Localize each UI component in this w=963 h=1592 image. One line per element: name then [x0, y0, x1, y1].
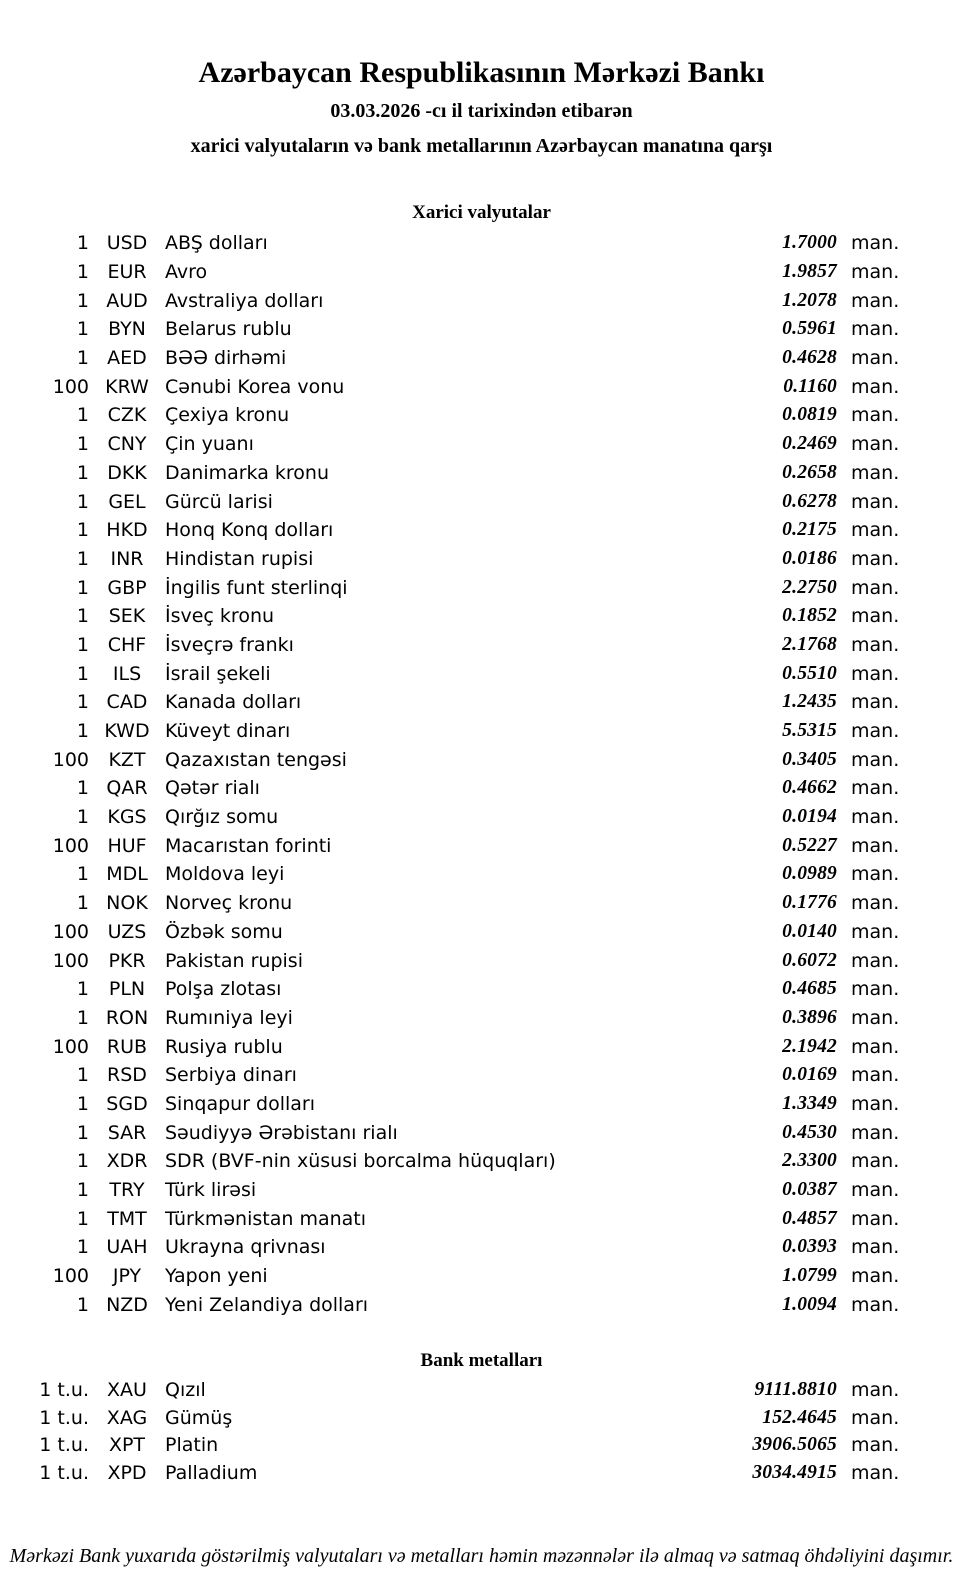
- currency-quantity: 1: [76, 1064, 89, 1087]
- currency-unit-label: man.: [851, 633, 900, 656]
- currency-rate: 0.0393: [782, 1236, 837, 1258]
- currency-unit-label: man.: [851, 404, 900, 427]
- metals-section-heading: Bank metalları: [420, 1350, 543, 1372]
- currency-row: [0, 545, 963, 574]
- currency-quantity: 100: [52, 748, 89, 771]
- currency-name: Sinqapur dolları: [165, 1092, 316, 1115]
- currency-quantity: 1: [76, 1092, 89, 1115]
- currency-code: RUB: [106, 1035, 148, 1058]
- currency-unit-label: man.: [851, 519, 900, 542]
- currency-name: Avro: [165, 261, 208, 284]
- page-title: Azərbaycan Respublikasının Mərkəzi Bankı: [198, 56, 765, 89]
- currency-unit-label: man.: [851, 834, 900, 857]
- metal-quantity: 1 t.u.: [39, 1406, 89, 1429]
- metal-rate: 152.4645: [762, 1406, 837, 1428]
- currency-rate: 1.0799: [782, 1265, 837, 1287]
- currency-quantity: 1: [76, 576, 89, 599]
- currency-unit-label: man.: [851, 318, 900, 341]
- currency-name: Rusiya rublu: [165, 1035, 283, 1058]
- currency-quantity: 100: [52, 949, 89, 972]
- currency-row: [0, 1290, 963, 1319]
- currency-unit-label: man.: [851, 1064, 900, 1087]
- currency-row: [0, 889, 963, 918]
- currency-name: Yeni Zelandiya dolları: [165, 1293, 369, 1316]
- currencies-section-heading: Xarici valyutalar: [412, 202, 551, 223]
- currency-rate: 2.1768: [782, 633, 837, 655]
- currency-unit-label: man.: [851, 490, 900, 513]
- currency-unit-label: man.: [851, 748, 900, 771]
- currency-unit-label: man.: [851, 949, 900, 972]
- currency-row: [0, 688, 963, 717]
- currency-unit-label: man.: [851, 1293, 900, 1316]
- currency-unit-label: man.: [851, 232, 900, 255]
- currency-quantity: 1: [76, 289, 89, 312]
- metal-unit-label: man.: [851, 1406, 900, 1429]
- currency-code: SGD: [106, 1092, 148, 1115]
- currency-quantity: 1: [76, 519, 89, 542]
- currency-rate: 2.3300: [782, 1150, 837, 1172]
- currency-quantity: 100: [52, 920, 89, 943]
- currency-unit-label: man.: [851, 806, 900, 829]
- currency-code: EUR: [107, 261, 147, 284]
- currency-row: [0, 1147, 963, 1176]
- currency-rate: 0.0169: [782, 1064, 837, 1086]
- currency-row: [0, 573, 963, 602]
- currency-code: KGS: [107, 806, 147, 829]
- metal-quantity: 1 t.u.: [39, 1378, 89, 1401]
- currency-quantity: 1: [76, 806, 89, 829]
- currency-quantity: 1: [76, 461, 89, 484]
- currency-unit-label: man.: [851, 1035, 900, 1058]
- currency-unit-label: man.: [851, 1236, 900, 1259]
- currency-quantity: 1: [76, 1150, 89, 1173]
- currency-code: AUD: [106, 289, 148, 312]
- currency-code: PKR: [108, 949, 146, 972]
- currency-name: Çin yuanı: [165, 433, 254, 456]
- metal-rate: 3906.5065: [752, 1434, 837, 1456]
- currency-rate: 0.5227: [782, 834, 837, 856]
- currency-name: Qazaxıstan tengəsi: [165, 748, 347, 771]
- metal-rate: 3034.4915: [752, 1462, 837, 1484]
- currency-code: PLN: [108, 978, 146, 1001]
- currency-name: Qırğız somu: [165, 806, 279, 829]
- currency-rate: 0.0387: [782, 1179, 837, 1201]
- metal-code: XAU: [107, 1378, 147, 1401]
- currency-name: BƏƏ dirhəmi: [165, 347, 287, 370]
- metal-unit-label: man.: [851, 1434, 900, 1457]
- metal-unit-label: man.: [851, 1378, 900, 1401]
- metal-code: XPD: [107, 1462, 147, 1485]
- currency-name: İsveç kronu: [165, 605, 275, 628]
- currency-rate: 0.0186: [782, 547, 837, 569]
- currency-code: JPY: [112, 1265, 142, 1288]
- currency-quantity: 100: [52, 1035, 89, 1058]
- currency-rate: 1.9857: [782, 261, 837, 283]
- currency-rate: 0.1776: [782, 892, 837, 914]
- currency-code: HUF: [107, 834, 147, 857]
- currency-unit-label: man.: [851, 433, 900, 456]
- currency-quantity: 1: [76, 1006, 89, 1029]
- currency-code: QAR: [106, 777, 148, 800]
- currency-row: [0, 487, 963, 516]
- currency-row: [0, 831, 963, 860]
- metal-quantity: 1 t.u.: [39, 1462, 89, 1485]
- currency-unit-label: man.: [851, 1150, 900, 1173]
- currency-name: Cənubi Korea vonu: [165, 375, 345, 398]
- currency-rate: 0.2658: [782, 461, 837, 483]
- currency-code: CAD: [106, 691, 148, 714]
- currency-name: ABŞ dolları: [165, 232, 268, 255]
- currency-rate: 0.0140: [782, 920, 837, 942]
- currency-code: CNY: [107, 433, 147, 456]
- currency-code: AED: [107, 347, 147, 370]
- currency-row: [0, 372, 963, 401]
- currency-row: [0, 1061, 963, 1090]
- metal-name: Platin: [165, 1434, 219, 1457]
- currency-row: [0, 401, 963, 430]
- currency-name: Macarıstan forinti: [165, 834, 332, 857]
- currency-name: İngilis funt sterlinqi: [165, 576, 348, 599]
- currency-code: UAH: [106, 1236, 148, 1259]
- currency-name: Özbək somu: [165, 920, 283, 943]
- metal-code: XAG: [106, 1406, 148, 1429]
- currency-code: TRY: [109, 1179, 145, 1202]
- currency-row: [0, 918, 963, 947]
- currency-quantity: 1: [76, 1293, 89, 1316]
- currency-name: Belarus rublu: [165, 318, 292, 341]
- currency-unit-label: man.: [851, 547, 900, 570]
- currency-row: [0, 516, 963, 545]
- currency-code: MDL: [106, 863, 148, 886]
- currency-row: [0, 344, 963, 373]
- currency-unit-label: man.: [851, 863, 900, 886]
- metal-quantity: 1 t.u.: [39, 1434, 89, 1457]
- currency-code: HKD: [106, 519, 148, 542]
- currency-row: [0, 803, 963, 832]
- currency-quantity: 100: [52, 1265, 89, 1288]
- currency-unit-label: man.: [851, 978, 900, 1001]
- currency-quantity: 1: [76, 863, 89, 886]
- currency-code: CHF: [107, 633, 147, 656]
- currency-row: [0, 430, 963, 459]
- currency-quantity: 1: [76, 1207, 89, 1230]
- currency-name: Qətər rialı: [165, 777, 260, 800]
- disclaimer-text: Mərkəzi Bank yuxarıda göstərilmiş valyutaları və metalları həmin məzənnələr ilə almaq və satmaq öhdəliyini daşımır.: [9, 1544, 954, 1567]
- metal-name: Gümüş: [165, 1406, 233, 1429]
- currency-unit-label: man.: [851, 777, 900, 800]
- currency-row: [0, 1204, 963, 1233]
- currency-code: CZK: [107, 404, 147, 427]
- currency-code: RON: [105, 1006, 149, 1029]
- currency-rate: 1.2435: [782, 691, 837, 713]
- currency-rate: 1.3349: [782, 1092, 837, 1114]
- currency-code: UZS: [107, 920, 147, 943]
- currency-rate: 0.4530: [782, 1121, 837, 1143]
- currency-row: [0, 1090, 963, 1119]
- currency-unit-label: man.: [851, 720, 900, 743]
- metal-name: Palladium: [165, 1462, 258, 1485]
- currency-code: KZT: [108, 748, 146, 771]
- currency-code: DKK: [107, 461, 147, 484]
- currency-unit-label: man.: [851, 461, 900, 484]
- currency-row: [0, 602, 963, 631]
- currency-rate: 2.2750: [782, 576, 837, 598]
- currency-quantity: 100: [52, 375, 89, 398]
- currency-rate: 0.3405: [782, 748, 837, 770]
- currency-code: SAR: [107, 1121, 147, 1144]
- metal-name: Qızıl: [165, 1378, 206, 1401]
- currency-rate: 1.2078: [782, 289, 837, 311]
- currency-row: [0, 717, 963, 746]
- currency-rate: 2.1942: [782, 1035, 837, 1057]
- currency-row: [0, 860, 963, 889]
- currency-name: İsveçrə frankı: [165, 633, 294, 656]
- currency-code: KRW: [105, 375, 149, 398]
- currency-quantity: 1: [76, 490, 89, 513]
- currency-unit-label: man.: [851, 375, 900, 398]
- currency-rate: 0.4857: [782, 1207, 837, 1229]
- currency-rate: 0.4685: [782, 978, 837, 1000]
- currency-row: [0, 745, 963, 774]
- currency-rate: 0.6072: [782, 949, 837, 971]
- currency-rate: 0.2469: [782, 433, 837, 455]
- currency-quantity: 100: [52, 834, 89, 857]
- currency-quantity: 1: [76, 232, 89, 255]
- currency-code: TMT: [107, 1207, 147, 1230]
- currency-name: Danimarka kronu: [165, 461, 330, 484]
- metal-row: [0, 1459, 963, 1487]
- currency-name: Yapon yeni: [165, 1265, 268, 1288]
- currency-quantity: 1: [76, 547, 89, 570]
- currency-rate: 1.0094: [782, 1293, 837, 1315]
- currency-quantity: 1: [76, 691, 89, 714]
- currency-quantity: 1: [76, 318, 89, 341]
- currency-name: Honq Konq dolları: [165, 519, 334, 542]
- currency-quantity: 1: [76, 433, 89, 456]
- currency-quantity: 1: [76, 720, 89, 743]
- currency-row: [0, 258, 963, 287]
- currency-unit-label: man.: [851, 920, 900, 943]
- currencies-table: [0, 229, 963, 1319]
- currency-rate: 0.3896: [782, 1006, 837, 1028]
- currency-row: [0, 1176, 963, 1205]
- currency-code: INR: [110, 547, 144, 570]
- currency-rate: 0.1852: [782, 605, 837, 627]
- currency-quantity: 1: [76, 261, 89, 284]
- currency-row: [0, 631, 963, 660]
- effective-date-line: 03.03.2026 -cı il tarixindən etibarən: [330, 100, 633, 122]
- currency-quantity: 1: [76, 633, 89, 656]
- currency-name: Hindistan rupisi: [165, 547, 314, 570]
- currency-name: Gürcü larisi: [165, 490, 273, 513]
- currency-row: [0, 1004, 963, 1033]
- currency-code: BYN: [108, 318, 146, 341]
- currency-unit-label: man.: [851, 1121, 900, 1144]
- metal-row: [0, 1376, 963, 1404]
- currency-name: Ukrayna qrivnası: [165, 1236, 326, 1259]
- currency-quantity: 1: [76, 978, 89, 1001]
- currency-name: Rumıniya leyi: [165, 1006, 293, 1029]
- currency-quantity: 1: [76, 892, 89, 915]
- currency-row: [0, 229, 963, 258]
- currency-code: NOK: [106, 892, 148, 915]
- currency-row: [0, 286, 963, 315]
- currency-unit-label: man.: [851, 347, 900, 370]
- currency-name: SDR (BVF-nin xüsusi borcalma hüquqları): [165, 1150, 556, 1173]
- currency-unit-label: man.: [851, 261, 900, 284]
- currency-rate: 0.4628: [782, 347, 837, 369]
- currency-rate: 0.5961: [782, 318, 837, 340]
- currency-unit-label: man.: [851, 289, 900, 312]
- currency-row: [0, 1233, 963, 1262]
- currency-rate: 0.5510: [782, 662, 837, 684]
- currency-name: Küveyt dinarı: [165, 720, 291, 743]
- currency-rate: 0.0819: [782, 404, 837, 426]
- currency-unit-label: man.: [851, 1092, 900, 1115]
- currency-rate: 0.4662: [782, 777, 837, 799]
- currency-rate: 0.0989: [782, 863, 837, 885]
- metals-table: [0, 1376, 963, 1487]
- currency-unit-label: man.: [851, 662, 900, 685]
- currency-rate: 0.6278: [782, 490, 837, 512]
- currency-unit-label: man.: [851, 1265, 900, 1288]
- currency-quantity: 1: [76, 1236, 89, 1259]
- currency-unit-label: man.: [851, 1006, 900, 1029]
- currency-name: İsrail şekeli: [165, 662, 271, 685]
- currency-row: [0, 315, 963, 344]
- currency-name: Türkmənistan manatı: [165, 1207, 367, 1230]
- currency-quantity: 1: [76, 404, 89, 427]
- currency-row: [0, 1032, 963, 1061]
- currency-row: [0, 1118, 963, 1147]
- currency-name: Səudiyyə Ərəbistanı rialı: [165, 1121, 398, 1144]
- currency-name: Polşa zlotası: [165, 978, 282, 1001]
- currency-row: [0, 659, 963, 688]
- currency-code: GEL: [108, 490, 146, 513]
- currency-name: Çexiya kronu: [165, 404, 290, 427]
- currency-code: GBP: [107, 576, 147, 599]
- currency-code: KWD: [104, 720, 150, 743]
- currency-unit-label: man.: [851, 892, 900, 915]
- currency-code: SEK: [108, 605, 146, 628]
- currency-code: ILS: [112, 662, 142, 685]
- currency-rate: 5.5315: [782, 720, 837, 742]
- currency-code: NZD: [106, 1293, 148, 1316]
- currency-code: USD: [106, 232, 148, 255]
- metal-unit-label: man.: [851, 1462, 900, 1485]
- currency-name: Avstraliya dolları: [165, 289, 324, 312]
- currency-code: RSD: [107, 1064, 147, 1087]
- currency-unit-label: man.: [851, 605, 900, 628]
- currency-rate: 1.7000: [782, 232, 837, 254]
- currency-quantity: 1: [76, 605, 89, 628]
- currency-name: Türk lirəsi: [165, 1179, 257, 1202]
- metal-row: [0, 1404, 963, 1432]
- currency-quantity: 1: [76, 777, 89, 800]
- metal-row: [0, 1432, 963, 1460]
- currency-name: Moldova leyi: [165, 863, 285, 886]
- currency-unit-label: man.: [851, 576, 900, 599]
- currency-quantity: 1: [76, 347, 89, 370]
- currency-unit-label: man.: [851, 1179, 900, 1202]
- metal-code: XPT: [108, 1434, 146, 1457]
- currency-name: Kanada dolları: [165, 691, 302, 714]
- currency-row: [0, 459, 963, 488]
- currency-name: Norveç kronu: [165, 892, 293, 915]
- currency-row: [0, 975, 963, 1004]
- page-subtitle: xarici valyutaların və bank metallarının Azərbaycan manatına qarşı: [190, 135, 773, 157]
- currency-rate: 0.0194: [782, 806, 837, 828]
- currency-row: [0, 1262, 963, 1291]
- currency-code: XDR: [106, 1150, 148, 1173]
- currency-quantity: 1: [76, 1179, 89, 1202]
- currency-rate: 0.2175: [782, 519, 837, 541]
- currency-quantity: 1: [76, 662, 89, 685]
- currency-name: Serbiya dinarı: [165, 1064, 297, 1087]
- currency-name: Pakistan rupisi: [165, 949, 303, 972]
- metal-rate: 9111.8810: [754, 1378, 837, 1400]
- currency-rate: 0.1160: [783, 375, 837, 397]
- currency-row: [0, 774, 963, 803]
- currency-row: [0, 946, 963, 975]
- currency-unit-label: man.: [851, 1207, 900, 1230]
- currency-unit-label: man.: [851, 691, 900, 714]
- currency-quantity: 1: [76, 1121, 89, 1144]
